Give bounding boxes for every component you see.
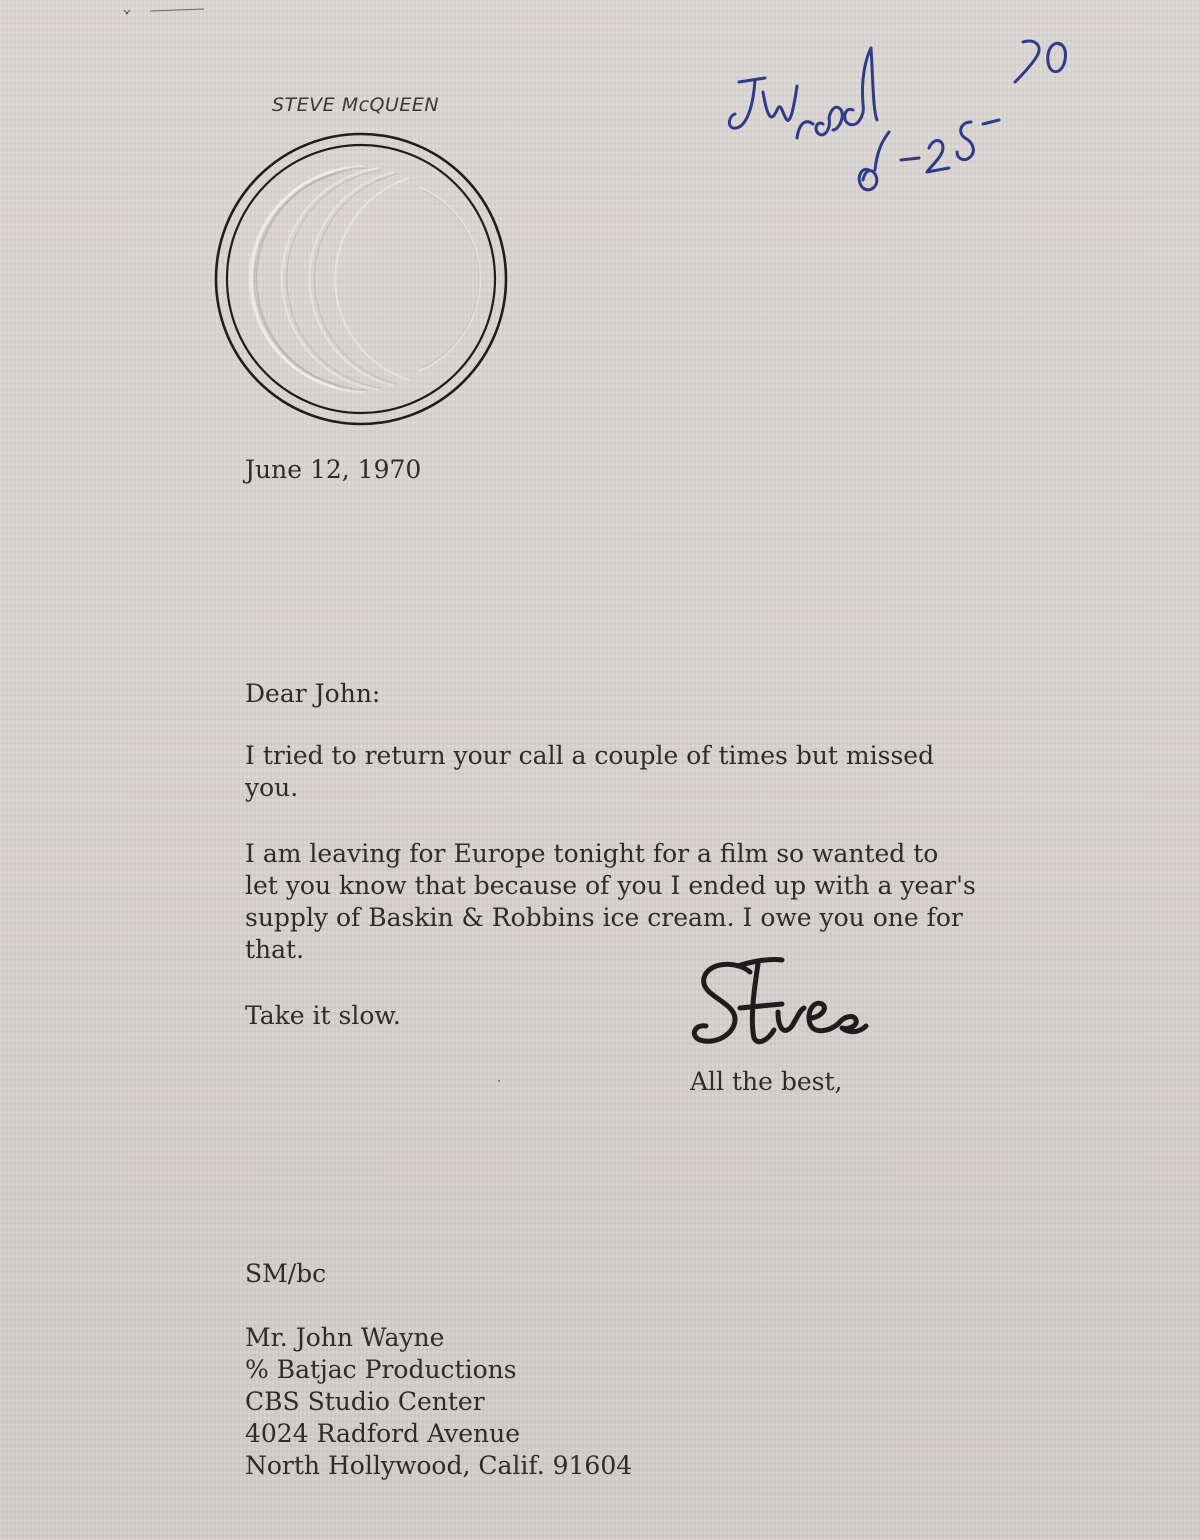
signoff: All the best, bbox=[690, 1067, 843, 1096]
closing-line: Take it slow. bbox=[245, 1001, 401, 1030]
handwritten-received-note bbox=[725, 20, 1085, 210]
paragraph-line: that. bbox=[245, 935, 305, 964]
recipient-address bbox=[245, 1322, 632, 1482]
address-line: % Batjac Productions bbox=[245, 1355, 517, 1384]
typist-initials: SM/bc bbox=[245, 1259, 327, 1288]
embossed-circle-logo-icon bbox=[214, 132, 508, 426]
letter-date: June 12, 1970 bbox=[245, 455, 422, 484]
salutation: Dear John: bbox=[245, 679, 381, 708]
signature-steve bbox=[688, 950, 873, 1060]
address-line: Mr. John Wayne bbox=[245, 1323, 445, 1352]
paragraph-line: let you know that because of you I ended up with a year's bbox=[245, 871, 976, 900]
paragraph-line: supply of Baskin & Robbins ice cream. I owe you one for bbox=[245, 903, 963, 932]
letterhead-name: STEVE McQUEEN bbox=[272, 94, 440, 116]
paragraph-line: I tried to return your call a couple of times but missed bbox=[245, 741, 935, 770]
paragraph-line: you. bbox=[245, 773, 299, 802]
paragraph-line: I am leaving for Europe tonight for a film so wanted to bbox=[245, 839, 939, 868]
body-paragraph-2 bbox=[245, 838, 976, 966]
address-line: CBS Studio Center bbox=[245, 1387, 485, 1416]
body-paragraph-1 bbox=[245, 740, 934, 804]
address-line: North Hollywood, Calif. 91604 bbox=[245, 1451, 633, 1480]
paper-speck bbox=[498, 1080, 500, 1082]
address-line: 4024 Radford Avenue bbox=[245, 1419, 521, 1448]
top-edge-mark bbox=[120, 2, 210, 16]
